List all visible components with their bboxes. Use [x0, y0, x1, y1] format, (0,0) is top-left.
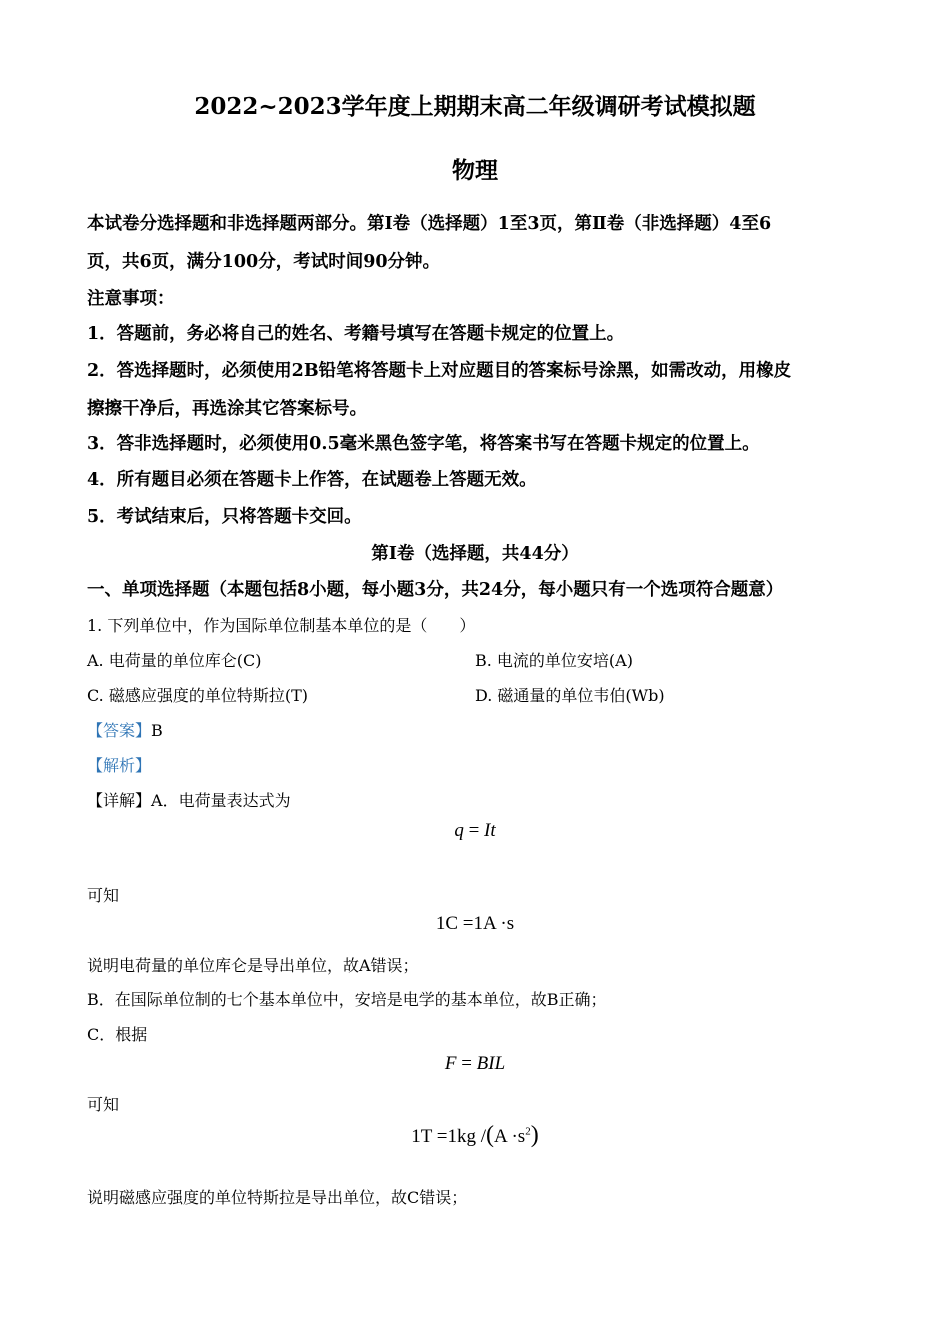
- conclusion-a: 说明电荷量的单位库仑是导出单位，故A错误；: [87, 956, 419, 975]
- eq4-inner: A ·s: [494, 1126, 526, 1147]
- equation-charge: q = It: [454, 820, 496, 841]
- eq4-left: 1T =1kg /: [411, 1126, 487, 1147]
- note-item-2: 2．答选择题时，必须使用2B铅笔将答题卡上对应题目的答案标号涂黑，如需改动，用橡皮: [87, 361, 792, 381]
- eq1-lhs: q: [454, 820, 464, 841]
- note-item-2-continued: 擦擦干净后，再选涂其它答案标号。: [87, 399, 367, 419]
- subject-title: 物理: [452, 157, 498, 184]
- notes-heading: 注意事项：: [87, 289, 175, 309]
- analysis-tag: 【解析】: [87, 756, 152, 775]
- know-line-2: 可知: [87, 1095, 120, 1114]
- option-b: B. 电流的单位安培(A): [475, 651, 633, 670]
- know-line-1: 可知: [87, 886, 120, 905]
- note-item-1: 1．答题前，务必将自己的姓名、考籍号填写在答题卡规定的位置上。: [87, 324, 625, 344]
- note-item-5: 5．考试结束后，只将答题卡交回。: [87, 507, 362, 527]
- conclusion-c: 说明磁感应强度的单位特斯拉是导出单位，故C错误；: [87, 1188, 468, 1207]
- intro-line-1: 本试卷分选择题和非选择题两部分。第Ⅰ卷（选择题）1至3页，第Ⅱ卷（非选择题）4至6: [87, 214, 772, 234]
- intro-line-2: 页，共6页，满分100分，考试时间90分钟。: [87, 252, 441, 272]
- detail-a-text: A．电荷量表达式为: [151, 791, 291, 810]
- note-item-3: 3．答非选择题时，必须使用0.5毫米黑色签字笔，将答案书写在答题卡规定的位置上。: [87, 434, 760, 454]
- question-stem: 1. 下列单位中，作为国际单位制基本单位的是（ ）: [87, 616, 476, 635]
- answer-tag: 【答案】: [87, 721, 152, 740]
- detail-tag: 【详解】: [87, 791, 152, 810]
- part-heading: 一、单项选择题（本题包括8小题，每小题3分，共24分，每小题只有一个选项符合题意）: [87, 580, 784, 600]
- eq1-rhs: It: [484, 820, 496, 841]
- line-b: B．在国际单位制的七个基本单位中，安培是电学的基本单位，故B正确；: [87, 990, 607, 1009]
- equation-tesla: [0, 1122, 950, 1149]
- section-heading: 第Ⅰ卷（选择题，共44分）: [371, 544, 579, 564]
- answer-value: B: [151, 721, 163, 740]
- option-c: C. 磁感应强度的单位特斯拉(T): [87, 686, 309, 705]
- note-item-4: 4．所有题目必须在答题卡上作答，在试题卷上答题无效。: [87, 470, 537, 490]
- option-d: D. 磁通量的单位韦伯(Wb): [475, 686, 665, 705]
- equation-coulomb: 1C =1A ·s: [435, 913, 515, 934]
- answer-line: [87, 718, 163, 741]
- eq4-paren-close: ): [530, 1122, 539, 1148]
- exam-title: 2022~2023学年度上期期末高二年级调研考试模拟题: [194, 93, 756, 120]
- eq3-rhs: BIL: [476, 1053, 506, 1074]
- eq3-lhs: F: [444, 1053, 457, 1074]
- equation-force: F = BIL: [444, 1053, 506, 1074]
- line-c: C．根据: [87, 1025, 148, 1044]
- option-a: A. 电荷量的单位库仑(C): [87, 651, 262, 670]
- eq4-exponent: 2: [525, 1125, 531, 1138]
- eq4-paren-open: (: [486, 1122, 495, 1148]
- detail-line: [87, 788, 291, 811]
